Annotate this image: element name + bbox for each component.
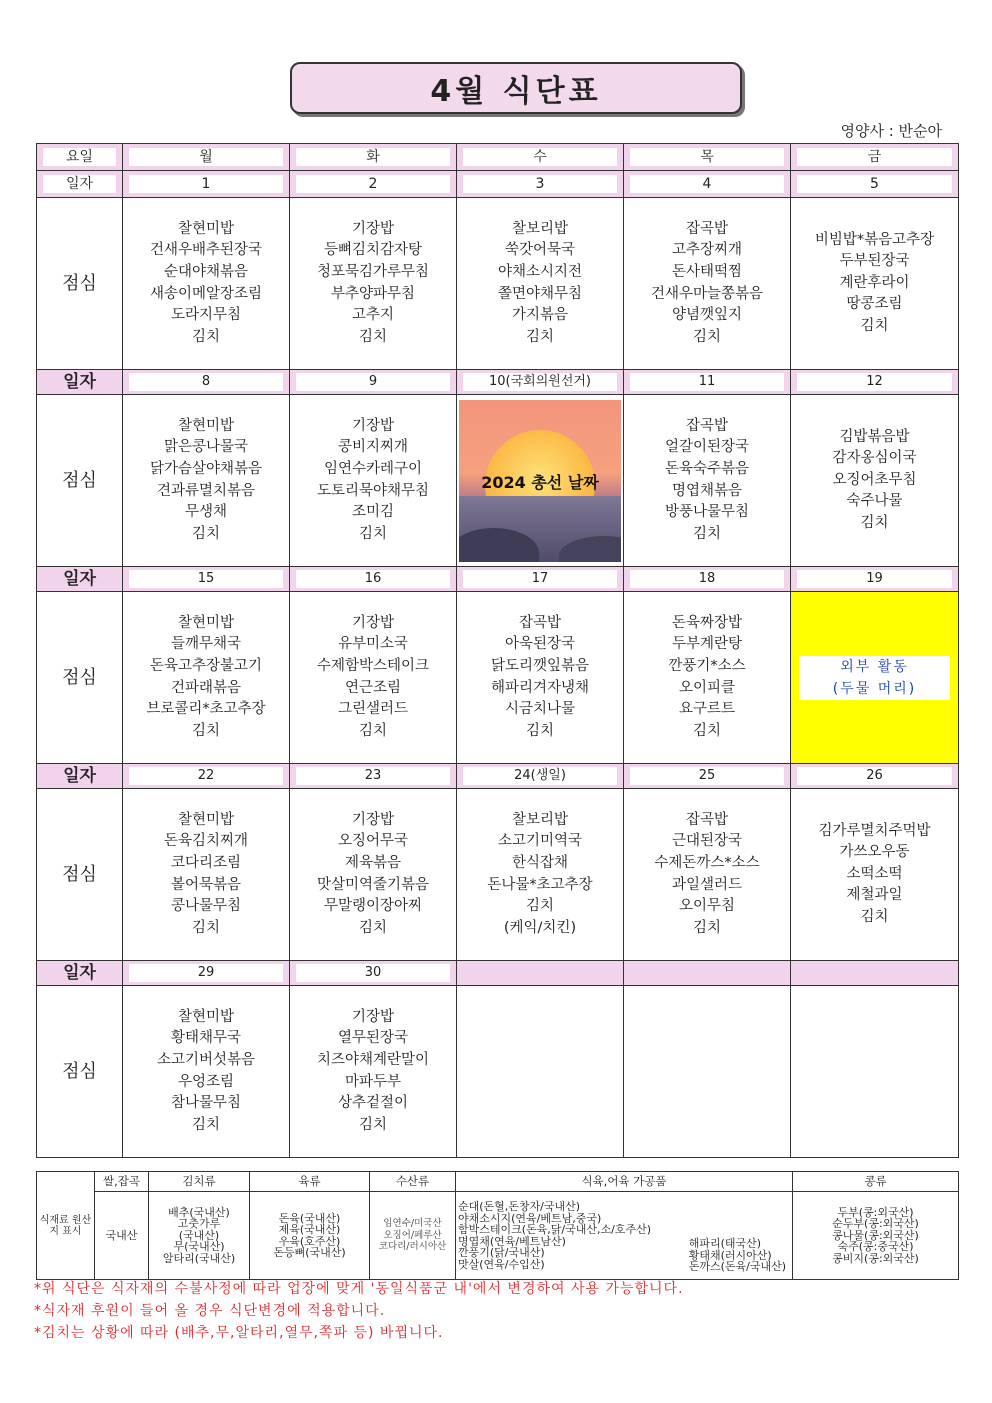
menu-item: 김치 [191,525,220,542]
menu-cell [791,198,959,370]
menu-item: 김치 [358,328,387,345]
date-value: 25 [630,767,784,785]
date-value: 15 [129,570,283,588]
weekday-cell [123,144,290,171]
date-cell [123,764,290,789]
date-label-cell [37,961,123,986]
origin-item: 황태채(러시아산) [688,1248,772,1262]
menu-item: 등뼈김치감자탕 [323,242,423,259]
menu-item: 건새우마늘쫑볶음 [650,285,764,302]
menu-item: 유부미소국 [337,636,409,653]
date-value: 18 [630,570,784,588]
menu-item: 도라지무침 [170,307,242,324]
menu-item: 무말랭이장아찌 [323,898,423,915]
menu-cell [791,395,959,567]
menu-item: 도토리묵야채무침 [316,482,430,499]
origin-item: 오징어/페루산 [383,1229,442,1241]
menu-item: 기장밥 [351,811,395,828]
menu-item: 찰현미밥 [177,417,235,434]
menu-item: 김치 [191,722,220,739]
date-row [37,171,959,198]
menu-item: 건새우배추된장국 [149,242,263,259]
date-value: 4 [630,175,784,193]
menu-item: 명엽채볶음 [671,482,743,499]
origin-item: 두부(콩:외국산) [837,1205,914,1219]
lunch-row [37,986,959,1158]
date-cell [290,961,457,986]
menu-item: 새송이메알장조림 [149,285,263,302]
menu-item: 잡곡밥 [685,220,729,237]
origin-item: 알타리(국내산) [162,1251,236,1265]
menu-cell [123,789,290,961]
menu-item: 닭가슴살야채볶음 [149,460,263,477]
menu-item: 방풍나물무침 [664,504,750,521]
date-label-cell [37,370,123,395]
date-row [37,567,959,592]
menu-item: 계란후라이 [839,274,910,291]
origin-item: 우육(호주산) [278,1234,341,1248]
date-cell [624,961,791,986]
outing-line: 외부 활동 [840,658,909,675]
menu-item: 김치 [358,1116,387,1133]
date-row [37,370,959,395]
date-cell [290,567,457,592]
origin-item: 명엽채(연육/베트남산) [458,1234,566,1248]
date-label: 일자 [63,963,96,983]
menu-cell [624,395,791,567]
date-label-cell [37,764,123,789]
menu-item: 김치 [860,514,889,531]
menu-item: 순대야채볶음 [163,263,249,280]
date-value: 8 [129,373,283,391]
menu-cell [290,986,457,1158]
origin-header: 수산류 [370,1172,456,1192]
menu-cell [457,592,624,764]
menu-item: 김치 [860,908,889,925]
lunch-row [37,395,959,567]
menu-item: 들깨무채국 [170,636,242,653]
date-value: 12 [797,373,952,391]
menu-item: 오징어초무침 [832,471,917,488]
origin-header: 식육,어육 가공품 [456,1172,793,1192]
origin-seafood [370,1192,456,1280]
origin-item: 순두부(콩:외국산) [832,1217,919,1231]
lunch-label: 점심 [37,986,123,1158]
menu-item: 기장밥 [351,614,395,631]
menu-item: 김치 [525,722,554,739]
menu-item: 잡곡밥 [685,417,729,434]
menu-item: 찰현미밥 [177,614,235,631]
date-value: 30 [296,964,450,982]
menu-item: 고추장찌개 [671,242,743,259]
weekday-cell [290,144,457,171]
dietitian-label: 영양사 : 반순아 [840,122,942,140]
menu-cell [791,592,959,764]
date-cell [290,764,457,789]
date-value: 11 [630,373,784,391]
menu-item: 한식잡채 [511,854,569,871]
menu-item: 김치 [358,525,387,542]
menu-item: 임연수카레구이 [323,460,423,477]
weekday-cell [624,144,791,171]
menu-item: 잡곡밥 [518,614,562,631]
lunch-label: 점심 [37,395,123,567]
origin-meat [250,1192,370,1280]
origin-item: 맛살(연육/수입산) [458,1257,545,1271]
menu-item: 해파리겨자냉채 [490,679,590,696]
date-cell [290,171,457,198]
menu-item: 숙주나물 [846,493,903,510]
title-text: 4월 식단표 [430,74,602,109]
date-label: 일자 [63,766,96,786]
menu-item: 열무된장국 [337,1030,409,1047]
date-value: 3 [463,175,617,193]
menu-item: 브로콜리*초고추장 [146,701,266,718]
menu-item: 땅콩조림 [846,296,903,313]
menu-cell [290,198,457,370]
menu-item: 쑥갓어묵국 [504,242,576,259]
origin-item: 고춧가루 [177,1217,221,1231]
weekday-name: 목 [630,148,784,166]
origin-header: 콩류 [793,1172,959,1192]
lunch-row [37,592,959,764]
menu-item: 오징어무국 [337,833,409,850]
menu-item: 김치 [191,1116,220,1133]
date-cell [624,764,791,789]
menu-item: 볼어묵볶음 [170,876,242,893]
date-row [37,764,959,789]
menu-item: 소고기미역국 [497,833,583,850]
menu-item: 김가루멸치주먹밥 [818,822,931,839]
menu-cell [123,395,290,567]
menu-item: 고추지 [351,307,395,324]
date-value: 2 [296,175,450,193]
menu-item: 돈육김치찌개 [163,833,249,850]
date-label-cell [37,171,123,198]
menu-item: 수제돈까스*소스 [654,854,760,871]
origin-label: 식재료 원산지 표시 [39,1214,92,1237]
menu-table [36,143,959,1158]
notes [34,1278,684,1344]
origin-item: 돈까스(돈육/국내산) [688,1260,786,1273]
menu-item: 김치 [692,525,721,542]
menu-item: 마파두부 [344,1073,402,1090]
date-value: 22 [129,767,283,785]
menu-item: 김치 [358,722,387,739]
menu-item: 감자옹심이국 [832,450,917,467]
date-value: 23 [296,767,450,785]
menu-item: 김치 [692,328,721,345]
menu-cell [624,592,791,764]
date-label: 일자 [63,372,96,392]
origin-item: (국내산) [178,1228,220,1242]
date-label: 일자 [43,175,116,193]
menu-cell [791,789,959,961]
menu-item: 황태채무국 [170,1030,242,1047]
origin-header: 쌀,잡곡 [95,1172,149,1192]
weekday-name: 월 [129,148,283,166]
origin-item: 배추(국내산) [168,1205,230,1219]
date-cell [290,370,457,395]
note-line: *위 식단은 식자재의 수불사정에 따라 업장에 맞게 '동일식품군 내'에서 변경하여 사용 가능합니다. [34,1281,684,1297]
menu-item: 코다리조림 [170,854,242,871]
menu-item: 찰현미밥 [177,1008,235,1025]
date-cell [457,171,624,198]
date-cell [457,370,624,395]
menu-cell [290,395,457,567]
menu-item: 양념깻잎지 [671,307,743,324]
date-cell [791,171,959,198]
menu-item: 콩비지찌개 [337,439,409,456]
menu-item: 가쓰오우동 [839,844,910,861]
date-cell [624,171,791,198]
menu-item: 오이피클 [678,679,736,696]
menu-cell [457,395,624,567]
date-value: 24(생일) [463,767,617,785]
menu-item: 돈육숙주볶음 [664,460,750,477]
origin-item: 순대(돈혈,돈창자/국내산) [458,1200,581,1213]
menu-cell [123,592,290,764]
menu-item: 김치 [191,919,220,936]
date-value: 10(국회의원선거) [463,373,617,391]
date-cell [624,370,791,395]
menu-item: 아욱된장국 [504,636,576,653]
menu-item: 시금치나물 [504,701,576,718]
date-value: 1 [129,175,283,193]
menu-item: 기장밥 [351,220,395,237]
origin-header: 육류 [250,1172,370,1192]
menu-item: 기장밥 [351,417,395,434]
menu-item: 김치 [860,317,889,334]
outing-line: (두물 머리) [832,680,917,697]
menu-item: 연근조림 [344,679,402,696]
date-value: 29 [129,964,283,982]
origin-item: 함박스테이크(돈육,닭/국내산,소/호주산) [458,1223,652,1236]
menu-item: 치즈야채계란말이 [316,1051,430,1068]
lunch-label: 점심 [37,198,123,370]
menu-item: 오이무침 [678,898,736,915]
date-cell [791,370,959,395]
menu-item: 쫄면야채무침 [497,285,583,302]
menu-item: 돈육짜장밥 [671,614,743,631]
date-value: 26 [797,767,952,785]
menu-item: 돈육고추장불고기 [149,657,263,674]
menu-item: 찰현미밥 [177,220,235,237]
menu-item: 상추겉절이 [337,1095,409,1112]
menu-item: 우엉조림 [177,1073,235,1090]
date-cell [624,567,791,592]
date-value: 9 [296,373,450,391]
menu-item: 두부된장국 [839,253,910,270]
menu-item: 수제함박스테이크 [316,657,430,674]
menu-cell [123,986,290,1158]
menu-item: 닭도리깻잎볶음 [490,657,590,674]
origin-item: 해파리(태국산) [688,1237,762,1250]
date-cell [791,567,959,592]
lunch-row [37,789,959,961]
menu-item: 건파래볶음 [170,679,242,696]
menu-item: 두부계란탕 [671,636,743,653]
date-cell [457,961,624,986]
menu-item: 돈사태떡찜 [671,263,743,280]
menu-item: 조미김 [351,504,395,521]
weekday-name: 수 [463,148,617,166]
menu-item: 부추양파무침 [330,285,416,302]
weekday-cell [457,144,624,171]
date-value: 5 [797,175,952,193]
date-label: 일자 [63,569,96,589]
menu-item: 김치 [525,328,554,345]
menu-cell [290,592,457,764]
menu-item: (케익/치킨) [503,919,577,936]
menu-cell [624,198,791,370]
menu-item: 제육볶음 [344,854,402,871]
origin-item: 콩비지(콩:외국산) [832,1251,919,1265]
weekday-name: 금 [797,148,952,166]
weekday-name: 화 [296,148,450,166]
menu-item: 맛살미역줄기볶음 [316,876,430,893]
origin-rice: 국내산 [95,1192,149,1280]
date-cell [791,764,959,789]
menu-item: 깐풍기*소스 [668,657,746,674]
menu-cell [290,789,457,961]
menu-cell [457,986,624,1158]
date-cell [457,764,624,789]
menu-cell [457,789,624,961]
menu-cell [624,789,791,961]
lunch-row [37,198,959,370]
menu-item: 김밥볶음밥 [839,428,910,445]
menu-cell [624,986,791,1158]
menu-cell [123,198,290,370]
menu-item: 기장밥 [351,1008,395,1025]
menu-item: 김치 [358,919,387,936]
menu-item: 얼갈이된장국 [664,439,750,456]
menu-item: 과일샐러드 [671,876,743,893]
menu-item: 김치 [692,722,721,739]
menu-item: 김치 [525,898,554,915]
menu-item: 김치 [692,919,721,936]
menu-item: 근대된장국 [671,833,743,850]
menu-item: 잡곡밥 [685,811,729,828]
origin-item: 깐풍기(닭/국내산) [458,1246,545,1259]
weekday-label: 요일 [43,148,116,166]
menu-cell [791,986,959,1158]
origin-item: 임연수/미국산 [383,1218,442,1230]
menu-item: 무생채 [184,504,228,521]
menu-item: 가지볶음 [511,307,569,324]
origin-item: 돈육(국내산) [278,1211,341,1225]
origin-table [36,1171,959,1280]
election-day-image [459,400,621,562]
origin-item: 제육(국내산) [278,1223,341,1236]
menu-item: 견과류멸치볶음 [156,482,256,499]
menu-item: 콩나물무침 [170,898,242,915]
menu-item: 돈나물*초고추장 [487,876,593,893]
date-value: 19 [797,570,952,588]
menu-item: 맑은콩나물국 [163,439,249,456]
menu-item: 참나물무침 [170,1095,242,1112]
menu-item: 찰보리밥 [511,811,569,828]
date-cell [123,370,290,395]
menu-item: 제철과일 [846,887,903,904]
note-line: *식자재 후원이 들어 올 경우 식단변경에 적용합니다. [34,1303,386,1319]
date-value: 16 [296,570,450,588]
note-line: *김치는 상황에 따라 (배추,무,알타리,열무,쪽파 등) 바뀝니다. [34,1325,444,1341]
origin-item: 콩나물(콩:외국산) [832,1228,919,1242]
origin-header-row [37,1172,959,1192]
menu-item: 비빔밥*볶음고추장 [814,231,935,248]
date-cell [123,171,290,198]
menu-item: 소떡소떡 [846,865,903,882]
lunch-label: 점심 [37,592,123,764]
date-cell [123,567,290,592]
date-cell [123,961,290,986]
date-row [37,961,959,986]
origin-item: 무(국내산) [173,1240,225,1254]
menu-item: 그린샐러드 [337,701,409,718]
date-label-cell [37,567,123,592]
date-cell [457,567,624,592]
weekday-label-cell [37,144,123,171]
origin-kimchi [149,1192,250,1280]
outing-notice [799,656,950,700]
menu-item: 김치 [191,328,220,345]
origin-item: 돈등뼈(국내산) [273,1246,346,1259]
origin-header: 김치류 [149,1172,250,1192]
origin-value-row [37,1192,959,1280]
origin-item: 숙주(콩:중국산) [837,1240,914,1254]
origin-processed [456,1192,793,1280]
menu-item: 야채소시지전 [497,263,583,280]
menu-item: 찰현미밥 [177,811,235,828]
weekday-cell [791,144,959,171]
menu-item: 찰보리밥 [511,220,569,237]
menu-item: 소고기버섯볶음 [156,1051,256,1068]
weekday-header-row [37,144,959,171]
date-cell [791,961,959,986]
page-title [290,62,742,114]
menu-item: 요구르트 [678,701,736,718]
origin-item: 야채소시지(연육/베트남,중국) [458,1211,602,1225]
processed-right-list [689,1238,786,1273]
date-value: 17 [463,570,617,588]
election-caption: 2024 총선 날짜 [481,472,599,492]
menu-item: 청포묵김가루무침 [316,263,430,280]
origin-beans [793,1192,959,1280]
lunch-label: 점심 [37,789,123,961]
origin-item: 코다리/러시아산 [378,1241,447,1253]
menu-cell [457,198,624,370]
origin-label-cell [37,1172,95,1280]
